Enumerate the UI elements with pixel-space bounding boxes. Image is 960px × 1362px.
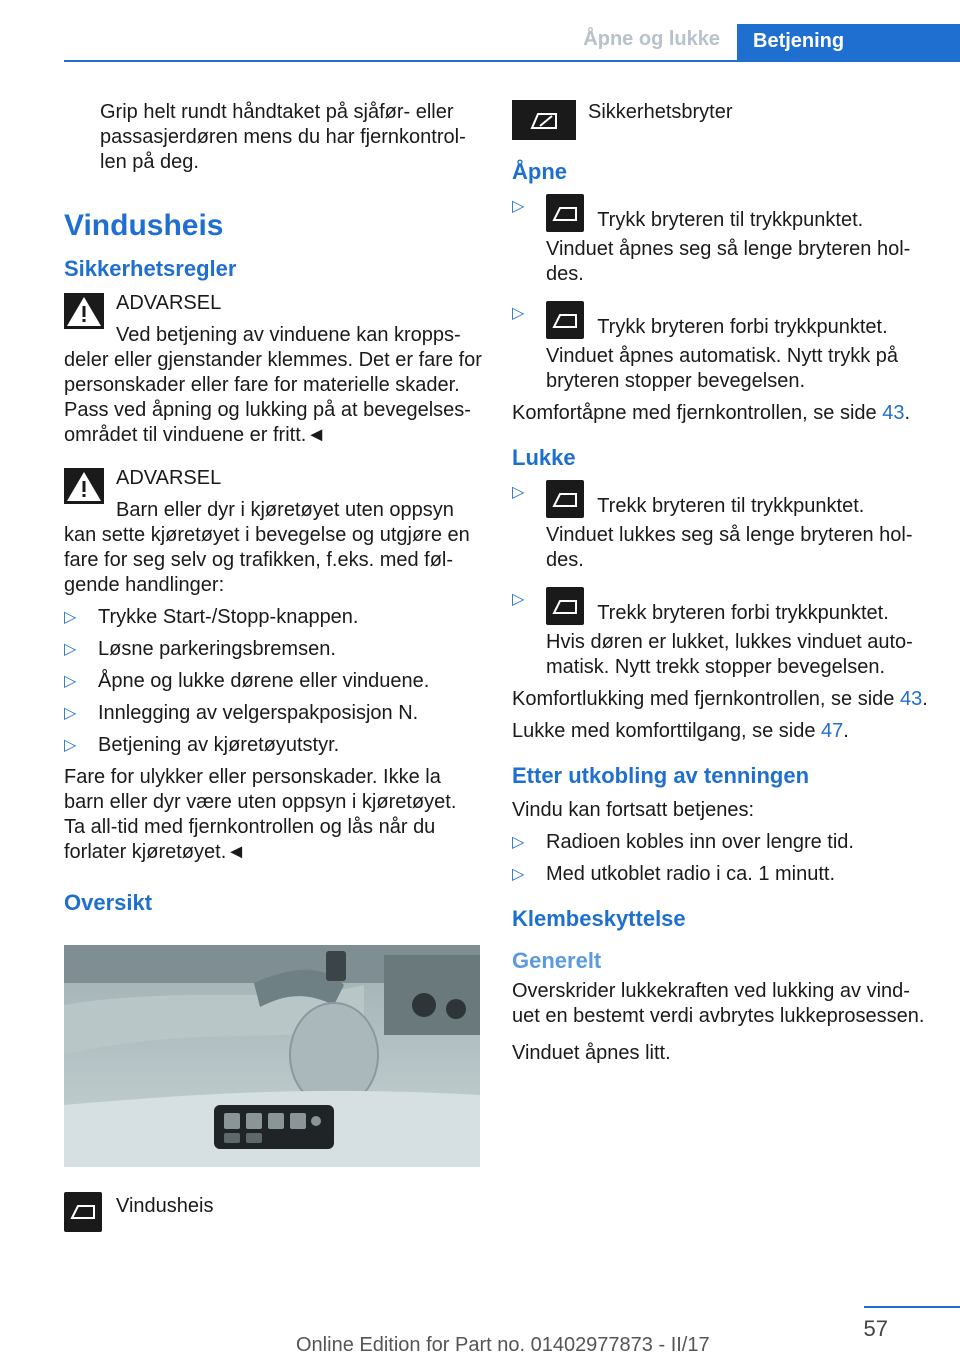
warning-triangle-icon bbox=[64, 468, 104, 504]
arrow-bullet-icon: ▷ bbox=[512, 198, 525, 215]
general-heading: Generelt bbox=[512, 948, 602, 973]
footer-edition: Online Edition for Part no. 01402977873 - II/17 bbox=[296, 1334, 710, 1356]
header-section-title: Åpne og lukke bbox=[583, 28, 720, 50]
safety-switch-icon bbox=[512, 100, 576, 140]
list-item bbox=[512, 480, 932, 573]
step-main: Trekk bryteren forbi trykkpunktet. bbox=[597, 602, 889, 624]
warning-text: Ved betjening av vinduene kan kropps-deler eller gjenstander klemmes. Det er fare for personskader eller fare for materielle skader. Pass ved åpning og lukking på at bevegelses-området til vinduene er fritt.◄ bbox=[64, 324, 482, 446]
window-switch-icon bbox=[546, 194, 584, 232]
window-switch-icon bbox=[64, 1192, 102, 1232]
door-panel-photo bbox=[64, 945, 480, 1167]
step-detail: Vinduet åpnes automatisk. Nytt trykk på bryteren stopper bevegelsen. bbox=[546, 345, 899, 392]
arrow-bullet-icon: ▷ bbox=[64, 673, 77, 690]
warning-block-1 bbox=[64, 291, 482, 448]
left-column bbox=[64, 100, 482, 1232]
step-main: Trykk bryteren til trykkpunktet. bbox=[597, 209, 864, 231]
window-switch-icon bbox=[546, 480, 584, 518]
arrow-bullet-icon: ▷ bbox=[512, 591, 525, 608]
list-item: ▷ Betjening av kjøretøyutstyr. bbox=[64, 734, 340, 756]
list-item bbox=[512, 587, 932, 680]
arrow-bullet-icon: ▷ bbox=[64, 641, 77, 658]
page-link[interactable]: 47 bbox=[821, 720, 844, 742]
safety-switch-label: Sikkerhetsbryter bbox=[588, 101, 733, 123]
arrow-bullet-icon: ▷ bbox=[512, 484, 525, 501]
list-item: ▷ Løsne parkeringsbremsen. bbox=[64, 638, 336, 660]
general-text-2: Vinduet åpnes litt. bbox=[512, 1042, 671, 1064]
comfort-open-text: Komfortåpne med fjernkontrollen, se side 43. bbox=[512, 402, 911, 424]
after-ignition-text: Vindu kan fortsatt betjenes: bbox=[512, 799, 755, 821]
warning-text: Barn eller dyr i kjøretøyet uten oppsyn kan sette kjøretøyet i bevegelse og utgjøre en fare for seg selv og trafikken, f.eks. med føl-gende handlinger: bbox=[64, 499, 470, 596]
list-item: ▷ Innlegging av velgerspakposisjon N. bbox=[64, 702, 419, 724]
page-title: Vindusheis bbox=[64, 209, 224, 242]
overview-heading: Oversikt bbox=[64, 890, 153, 915]
safety-heading: Sikkerhetsregler bbox=[64, 256, 237, 281]
arrow-bullet-icon: ▷ bbox=[64, 609, 77, 626]
close-heading: Lukke bbox=[512, 445, 576, 470]
arrow-bullet-icon: ▷ bbox=[512, 866, 525, 883]
warning-conclusion: Fare for ulykker eller personskader. Ikke la barn eller dyr være uten oppsyn i kjøretøyet. Ta all-tid med fjernkontrollen og lås når du forlater kjøretøyet.◄ bbox=[64, 766, 457, 863]
header-chapter-tab: Betjening bbox=[737, 24, 960, 62]
step-detail: Vinduet åpnes seg så lenge bryteren hol-des. bbox=[546, 238, 911, 285]
intro-paragraph: Grip helt rundt håndtaket på sjåfør- eller passasjerdøren mens du har fjernkontrol-len på deg. bbox=[100, 101, 466, 173]
after-ignition-list bbox=[512, 830, 932, 887]
after-ignition-heading: Etter utkobling av tenningen bbox=[512, 763, 810, 788]
safety-switch-row bbox=[512, 100, 932, 140]
step-detail: Hvis døren er lukket, lukkes vinduet auto-matisk. Nytt trekk stopper bevegelsen. bbox=[546, 631, 913, 678]
warning-block-2 bbox=[64, 466, 482, 598]
list-item bbox=[512, 194, 932, 287]
comfort-access-text: Lukke med komforttilgang, se side 47. bbox=[512, 720, 849, 742]
step-main: Trykk bryteren forbi trykkpunktet. bbox=[597, 316, 888, 338]
arrow-bullet-icon: ▷ bbox=[64, 737, 77, 754]
list-item bbox=[512, 301, 932, 394]
list-item: ▷ Med utkoblet radio i ca. 1 minutt. bbox=[512, 863, 836, 885]
step-detail: Vinduet lukkes seg så lenge bryteren hol-des. bbox=[546, 524, 913, 571]
step-main: Trekk bryteren til trykkpunktet. bbox=[597, 495, 865, 517]
page-number: 57 bbox=[863, 1316, 888, 1341]
warning-triangle-icon bbox=[64, 293, 104, 329]
window-switch-icon bbox=[546, 301, 584, 339]
close-steps bbox=[512, 480, 932, 680]
header-rule bbox=[64, 60, 960, 62]
list-item: ▷ Radioen kobles inn over lengre tid. bbox=[512, 831, 854, 853]
list-item: ▷ Trykke Start-/Stopp-knappen. bbox=[64, 606, 359, 628]
open-steps bbox=[512, 194, 932, 394]
arrow-bullet-icon: ▷ bbox=[64, 705, 77, 722]
action-list bbox=[64, 605, 482, 758]
general-text: Overskrider lukkekraften ved lukking av vind-uet en bestemt verdi avbrytes lukkeprosessen. bbox=[512, 980, 925, 1027]
footer-rule bbox=[864, 1306, 960, 1308]
arrow-bullet-icon: ▷ bbox=[512, 305, 525, 322]
warning-title: ADVARSEL bbox=[116, 467, 222, 489]
open-heading: Åpne bbox=[512, 159, 567, 184]
arrow-bullet-icon: ▷ bbox=[512, 834, 525, 851]
page-link[interactable]: 43 bbox=[899, 688, 923, 710]
warning-title: ADVARSEL bbox=[116, 292, 222, 314]
caption-text: Vindusheis bbox=[116, 1195, 214, 1217]
comfort-close-text: Komfortlukking med fjernkontrollen, se side 43. bbox=[512, 688, 928, 710]
page-link[interactable]: 43 bbox=[882, 402, 905, 424]
window-switch-icon bbox=[546, 587, 584, 625]
photo-caption bbox=[64, 1192, 482, 1232]
pinch-protection-heading: Klembeskyttelse bbox=[512, 906, 686, 931]
right-column bbox=[512, 100, 932, 1073]
list-item: ▷ Åpne og lukke dørene eller vinduene. bbox=[64, 670, 430, 692]
